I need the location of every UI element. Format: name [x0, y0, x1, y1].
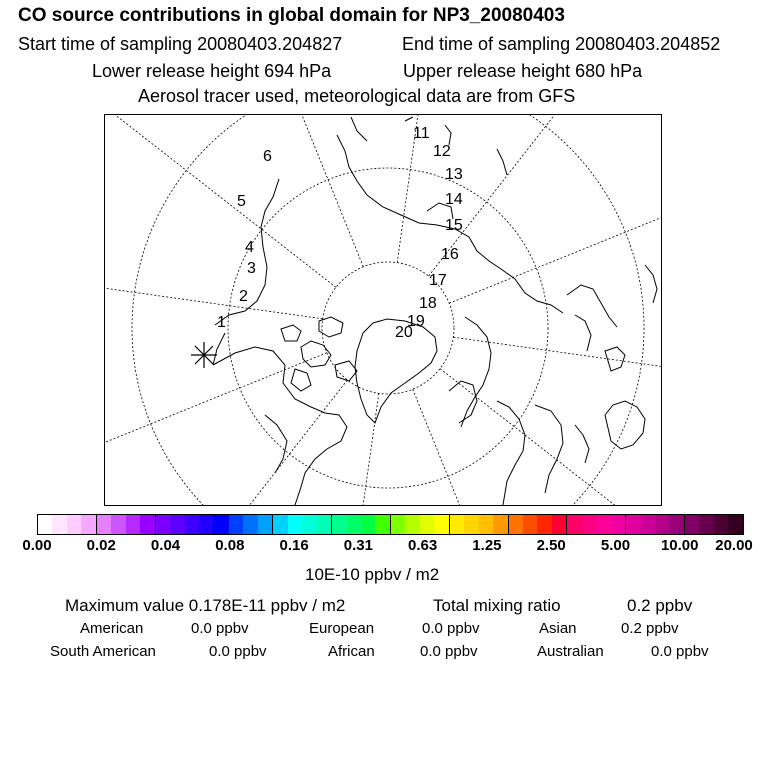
- colorbar-cell: [332, 515, 346, 534]
- total-mixing-value: 0.2 ppbv: [627, 596, 693, 615]
- colorbar-cell: [156, 515, 170, 534]
- trajectory-label: 20: [395, 324, 413, 341]
- colorbar-tick-label: 0.04: [150, 537, 181, 554]
- colorbar-cell: [582, 515, 596, 534]
- colorbar-cell: [38, 515, 52, 534]
- colorbar-tick-label: 0.00: [22, 537, 52, 554]
- region-name: American: [80, 620, 144, 637]
- colorbar-cell: [552, 515, 567, 534]
- region-name: European: [309, 620, 375, 637]
- meridian-line: [105, 115, 336, 287]
- meridian-line: [413, 389, 651, 505]
- colorbar-tick-label: 1.25: [472, 537, 502, 554]
- map-canvas: [105, 115, 661, 505]
- colorbar-cell: [611, 515, 626, 534]
- colorbar-tick-label: 20.00: [715, 537, 753, 554]
- colorbar-cell: [243, 515, 257, 534]
- colorbar-cell: [596, 515, 610, 534]
- lower-height-label: Lower release height 694 hPa: [92, 61, 332, 81]
- max-value-label: Maximum value 0.178E-11 ppbv / m2: [65, 596, 346, 615]
- colorbar-cell: [479, 515, 493, 534]
- region-value: 0.0 ppbv: [420, 643, 478, 660]
- trajectory-label: 12: [433, 143, 451, 160]
- trajectory-label: 2: [239, 288, 248, 305]
- colorbar-cell: [567, 515, 581, 534]
- region-value: 0.0 ppbv: [191, 620, 249, 637]
- colorbar-cell: [537, 515, 551, 534]
- colorbar-cell: [714, 515, 728, 534]
- colorbar-tick-label: 2.50: [536, 537, 566, 554]
- colorbar-cell: [170, 515, 184, 534]
- total-mixing-label: Total mixing ratio: [433, 596, 561, 615]
- trajectory-label: 15: [445, 217, 463, 234]
- trajectory-label: 13: [445, 166, 463, 183]
- trajectory-label: 14: [445, 191, 463, 208]
- region-name: South American: [50, 643, 156, 660]
- lat-lon-grid: [105, 115, 661, 505]
- colorbar-cell: [669, 515, 684, 534]
- colorbar-tick-label: 5.00: [600, 537, 631, 554]
- region-value: 0.0 ppbv: [422, 620, 480, 637]
- colorbar-cell: [434, 515, 449, 534]
- end-time-label: End time of sampling 20080403.204852: [402, 34, 721, 54]
- colorbar-cell: [626, 515, 640, 534]
- colorbar-cell: [214, 515, 228, 534]
- colorbar-cell: [81, 515, 96, 534]
- colorbar-tick-label: 10.00: [660, 537, 699, 554]
- colorbar-cell: [317, 515, 332, 534]
- trajectory-label: 1: [217, 314, 226, 331]
- colorbar-cell: [67, 515, 81, 534]
- colorbar-cell: [288, 515, 302, 534]
- trajectory-label: 4: [245, 239, 254, 256]
- trajectory-label: 16: [441, 246, 459, 263]
- colorbar-cell: [509, 515, 523, 534]
- region-value: 0.0 ppbv: [209, 643, 267, 660]
- colorbar-cell: [347, 515, 361, 534]
- upper-height-label: Upper release height 680 hPa: [403, 61, 643, 81]
- colorbar-cell: [273, 515, 287, 534]
- region-value: 0.2 ppbv: [621, 620, 679, 637]
- colorbar-cell: [361, 515, 375, 534]
- colorbar-tick-label: 0.02: [86, 537, 116, 554]
- colorbar-cell: [375, 515, 390, 534]
- trajectory-label: 19: [407, 313, 425, 330]
- colorbar-cell: [229, 515, 243, 534]
- trajectory-label: 18: [419, 295, 437, 312]
- trajectory-label: 3: [247, 260, 256, 277]
- polar-map: [104, 114, 662, 506]
- colorbar-cell: [464, 515, 478, 534]
- meridian-line: [429, 115, 661, 276]
- colorbar-cell: [450, 515, 464, 534]
- colorbar-tick-label: 0.08: [215, 537, 245, 554]
- start-time-label: Start time of sampling 20080403.204827: [18, 34, 343, 54]
- region-name: Australian: [537, 643, 604, 660]
- colorbar: [37, 514, 744, 535]
- colorbar-cell: [126, 515, 140, 534]
- colorbar-cell: [685, 515, 699, 534]
- meridian-line: [440, 369, 661, 505]
- region-name: Asian: [539, 620, 577, 637]
- meridian-line: [397, 115, 485, 263]
- map-title: CO source contributions in global domain for NP3_20080403: [18, 5, 565, 26]
- colorbar-cell: [258, 515, 273, 534]
- trajectory-label: 17: [429, 272, 447, 289]
- colorbar-cell: [420, 515, 434, 534]
- colorbar-cell: [699, 515, 713, 534]
- colorbar-cell: [391, 515, 405, 534]
- trajectory-label: 6: [263, 148, 272, 165]
- colorbar-cell: [655, 515, 669, 534]
- colorbar-unit: 10E-10 ppbv / m2: [305, 565, 440, 584]
- trajectory-labels: [217, 125, 463, 341]
- meridian-line: [105, 380, 347, 505]
- colorbar-cell: [185, 515, 199, 534]
- trajectory-label: 11: [413, 125, 430, 142]
- latitude-circle: [132, 115, 644, 505]
- colorbar-cell: [405, 515, 419, 534]
- colorbar-cell: [140, 515, 155, 534]
- colorbar-cell: [493, 515, 508, 534]
- colorbar-tick-label: 0.31: [343, 537, 373, 554]
- colorbar-cell: [302, 515, 316, 534]
- colorbar-tick-label: 0.63: [408, 537, 438, 554]
- region-name: African: [328, 643, 375, 660]
- colorbar-cell: [523, 515, 537, 534]
- colorbar-cell: [52, 515, 66, 534]
- region-value: 0.0 ppbv: [651, 643, 709, 660]
- colorbar-cell: [641, 515, 655, 534]
- colorbar-tick-label: 0.16: [279, 537, 309, 554]
- data-source-note: Aerosol tracer used, meteorological data are from GFS: [138, 86, 576, 106]
- colorbar-cell: [97, 515, 111, 534]
- colorbar-cell: [728, 515, 742, 534]
- colorbar-cell: [111, 515, 125, 534]
- latitude-circle: [228, 168, 548, 488]
- colorbar-cell: [199, 515, 214, 534]
- trajectory-label: 5: [237, 193, 246, 210]
